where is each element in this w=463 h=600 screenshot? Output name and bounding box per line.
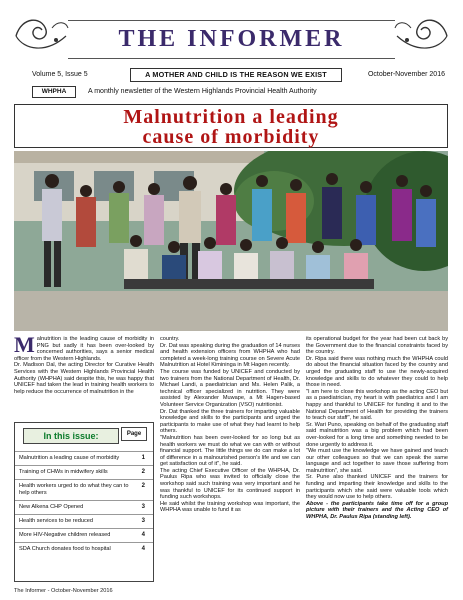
org-badge: WHPHA — [32, 86, 76, 98]
photo-caption: Above - the participants take time off for a group picture with their trainers and the Acting CEO of WHPHA, Dr. Paulus Ripa (standing left). — [306, 500, 448, 521]
article-column-3 — [306, 336, 448, 521]
article-body — [14, 332, 448, 584]
tagline: A MOTHER AND CHILD IS THE REASON WE EXIST — [130, 68, 342, 82]
masthead-rule-top — [68, 20, 395, 21]
article-paragraph: Dr. Dat thanked the three trainers for imparting valuable knowledge and skills to the participants and urged the participants to make use of what they had learnt to help others. — [160, 408, 300, 435]
list-item[interactable]: More HIV-Negative children released 4 — [15, 528, 153, 542]
article-paragraph: Malnutrition is the leading cause of morbidity in PNG but sadly it has been over-looked by concerned authorities, says a senior medical officer from the Western Highlands. — [14, 332, 154, 362]
page-number: 3 — [141, 518, 145, 524]
list-item[interactable]: SDA Church donates food to hospital 4 — [15, 542, 153, 556]
page-number: 3 — [141, 504, 145, 510]
masthead — [8, 6, 455, 64]
flourish-ornament-icon — [393, 10, 451, 58]
article-column-2 — [160, 336, 300, 514]
page-number: 2 — [141, 483, 145, 489]
masthead-rule-bottom — [68, 58, 395, 59]
article-paragraph: its operational budget for the year had been cut back by the Government due to the financial constraints faced by the country. — [306, 336, 448, 356]
article-paragraph: "Malnutrition has been over-looked for so long but as health workers we must do what we can with or without financial support. The little things we do can make a lot of difference in a malnourished person's life and we can get satisfaction out of it", he said. — [160, 434, 300, 468]
list-item[interactable]: Malnutrition a leading cause of morbidity 1 — [15, 451, 153, 465]
page-column-heading: Page — [121, 427, 147, 441]
group-photo-illustration — [14, 151, 448, 331]
page-number: 4 — [141, 532, 145, 538]
issue-date: October-November 2016 — [367, 71, 445, 78]
article-paragraph: Dr. Ripa said there was nothing much the WHPHA could do about the financial situation faced by the country and urged the graduating staff to use the newly-acquired knowledge and skills to do whatever they could to help those in need. — [306, 355, 448, 389]
list-item[interactable]: Training of CHWs in midwifery skills 2 — [15, 465, 153, 479]
issue-list — [15, 451, 153, 556]
article-paragraph: The acting Chief Executive Officer of the WHPHA, Dr. Paulus Ripa who was invited to officially close the workshop said such training was very important and he was thankful to UNICEF for its continued support in funding such workshops. — [160, 467, 300, 501]
drop-cap: M — [14, 332, 35, 357]
article-paragraph: "We must use the knowledge we have gained and teach our other colleagues so that we can speak the same language and act together to save those suffering from malnutrition", she said. — [306, 448, 448, 474]
article-paragraph: Dr. Dat was speaking during the graduation of 14 nurses and health extension officers from WHPHA who had completed a week-long training course on Severe Acute Malnutrition at Hotel Kimininga in Mt Hagen recently. — [160, 342, 300, 369]
page-number: 2 — [141, 469, 145, 475]
article-paragraph: Sr. Pune also thanked UNICEF and the trainers for funding and imparting their knowledge and skills to the participants which she said were valuable tools which they would now use to help others. — [306, 474, 448, 501]
article-paragraph: Sr. Wari Puno, speaking on behalf of the graduating staff said malnutrition was a big problem which had been over-looked for a long time and something needed to be done urgently to address it. — [306, 421, 448, 448]
in-this-issue-box — [14, 422, 154, 582]
headline-line-1: Malnutrition a leading — [123, 106, 339, 128]
volume-issue: Volume 5, Issue 5 — [32, 71, 88, 78]
headline-line-2: cause of morbidity — [142, 126, 320, 148]
in-this-issue-heading: In this issue: — [23, 428, 119, 444]
page-number: 1 — [141, 455, 145, 461]
group-photo — [14, 151, 448, 331]
article-paragraph: "I am here to close this workshop as the acting CEO but as a paediatrician, my heart is with paediatrics and I am happy and thankful to UNICEF for funding it and to the National Department of Health for providing the trainers to teach our staff", he said. — [306, 388, 448, 422]
headline-box — [14, 104, 448, 148]
page-footer: The Informer - October-November 2016 — [14, 588, 113, 594]
newsletter-description: A monthly newsletter of the Western Highlands Provincial Health Authority — [88, 88, 317, 95]
issue-info-row — [10, 68, 453, 84]
article-paragraph: country. — [160, 336, 180, 342]
article-paragraph: The course was funded by UNICEF and conducted by two trainers from the National Department of Health, Dr. Michael Landi, a paediatrician and Ms. Helen Palik, a technical officer specialized in nutrition. They were assisted by Alexander Muwape, a Mt Hagen-based Volunteer Service Organization (VSO) nutritionist. — [160, 368, 300, 408]
article-paragraph: Dr. Madison Dal, the acting Director for Curative Health Services with the Western Highlands Provincial Health Authority (WHPHA) said despite this, he was happy that UNICEF had taken the lead in training health workers to help reduce the occurrence of malnutrition in the — [14, 362, 154, 395]
list-item[interactable]: New Alkena CHP Opened 3 — [15, 500, 153, 514]
list-item[interactable]: Health workers urged to do what they can to help others 2 — [15, 479, 153, 500]
article-paragraph: He said whilst the training workshop was important, the WHPHA was unable to fund it as — [160, 500, 300, 514]
article-column-1 — [14, 332, 154, 395]
newsletter-title: THE INFORMER — [118, 26, 345, 52]
list-item[interactable]: Health services to be reduced 3 — [15, 514, 153, 528]
page-number: 4 — [141, 546, 145, 552]
subtitle-row — [10, 86, 453, 100]
